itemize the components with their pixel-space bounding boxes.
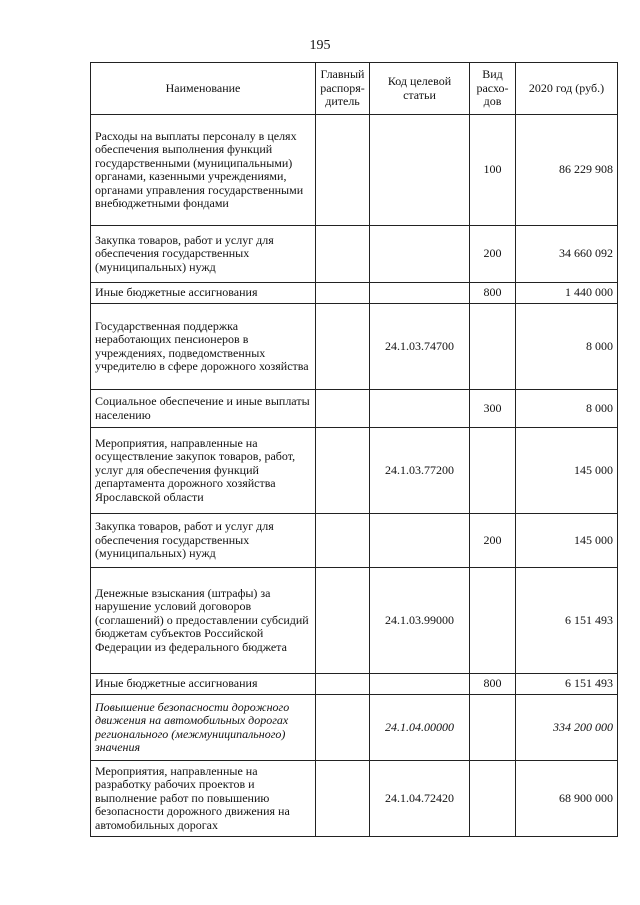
page-number: 195	[309, 38, 331, 53]
cell-sum: 1 440 000	[516, 283, 618, 304]
cell-glav	[316, 568, 370, 674]
cell-vid	[470, 761, 516, 837]
cell-name: Закупка товаров, работ и услуг для обеспечения государственных (муниципальных) нужд	[91, 226, 316, 283]
cell-name: Расходы на выплаты персоналу в целях обеспечения выполнения функций государственными (муниципальными) органами, казенными учреждениями, органами управления государственными внебюджетными фондами	[91, 115, 316, 226]
cell-vid: 200	[470, 226, 516, 283]
table-row	[91, 428, 618, 514]
cell-kod	[370, 514, 470, 568]
cell-vid: 300	[470, 390, 516, 428]
cell-name: Повышение безопасности дорожного движения на автомобильных дорогах регионального (межмуниципального) значения	[91, 695, 316, 761]
cell-vid	[470, 695, 516, 761]
cell-sum: 8 000	[516, 304, 618, 390]
cell-name: Социальное обеспечение и иные выплаты населению	[91, 390, 316, 428]
table-row	[91, 695, 618, 761]
cell-vid	[470, 428, 516, 514]
cell-vid	[470, 568, 516, 674]
cell-name: Денежные взыскания (штрафы) за нарушение условий договоров (соглашений) о предоставлении субсидий бюджетам субъектов Российской Федерации из федерального бюджета	[91, 568, 316, 674]
cell-sum: 86 229 908	[516, 115, 618, 226]
cell-kod	[370, 674, 470, 695]
cell-kod: 24.1.03.99000	[370, 568, 470, 674]
cell-glav	[316, 390, 370, 428]
cell-sum: 6 151 493	[516, 674, 618, 695]
cell-name: Иные бюджетные ассигнования	[91, 283, 316, 304]
cell-kod	[370, 226, 470, 283]
cell-vid: 800	[470, 283, 516, 304]
cell-glav	[316, 428, 370, 514]
table-row	[91, 514, 618, 568]
cell-glav	[316, 115, 370, 226]
table-row	[91, 283, 618, 304]
cell-kod	[370, 115, 470, 226]
cell-vid: 800	[470, 674, 516, 695]
cell-glav	[316, 226, 370, 283]
cell-sum: 145 000	[516, 514, 618, 568]
cell-glav	[316, 304, 370, 390]
cell-name: Государственная поддержка неработающих пенсионеров в учреждениях, подведомственных учредителю в сфере дорожного хозяйства	[91, 304, 316, 390]
cell-glav	[316, 514, 370, 568]
cell-glav	[316, 283, 370, 304]
cell-kod: 24.1.04.72420	[370, 761, 470, 837]
cell-vid: 200	[470, 514, 516, 568]
cell-name: Иные бюджетные ассигнования	[91, 674, 316, 695]
cell-glav	[316, 761, 370, 837]
table-row	[91, 304, 618, 390]
header-sum: 2020 год (руб.)	[516, 63, 618, 115]
cell-vid	[470, 304, 516, 390]
table-row	[91, 390, 618, 428]
table-row	[91, 568, 618, 674]
cell-sum: 334 200 000	[516, 695, 618, 761]
table-body	[91, 115, 618, 837]
cell-name: Мероприятия, направленные на разработку рабочих проектов и выполнение работ по повышению безопасности дорожного движения на автомобильных дорогах	[91, 761, 316, 837]
cell-sum: 34 660 092	[516, 226, 618, 283]
table-header-row	[91, 63, 618, 115]
budget-table	[90, 62, 618, 837]
cell-kod: 24.1.04.00000	[370, 695, 470, 761]
cell-sum: 6 151 493	[516, 568, 618, 674]
cell-kod: 24.1.03.77200	[370, 428, 470, 514]
table-row	[91, 761, 618, 837]
header-name: Наименование	[91, 63, 316, 115]
cell-vid: 100	[470, 115, 516, 226]
cell-glav	[316, 674, 370, 695]
cell-sum: 8 000	[516, 390, 618, 428]
cell-sum: 68 900 000	[516, 761, 618, 837]
cell-glav	[316, 695, 370, 761]
cell-kod	[370, 390, 470, 428]
cell-sum: 145 000	[516, 428, 618, 514]
cell-kod: 24.1.03.74700	[370, 304, 470, 390]
table-row	[91, 674, 618, 695]
header-kod: Код целевой статьи	[370, 63, 470, 115]
cell-kod	[370, 283, 470, 304]
header-vid: Вид расхо-дов	[470, 63, 516, 115]
header-glav: Главный распоря-дитель	[316, 63, 370, 115]
cell-name: Закупка товаров, работ и услуг для обеспечения государственных (муниципальных) нужд	[91, 514, 316, 568]
cell-name: Мероприятия, направленные на осуществление закупок товаров, работ, услуг для обеспечения функций департамента дорожного хозяйства Ярославской области	[91, 428, 316, 514]
table-row	[91, 226, 618, 283]
table-row	[91, 115, 618, 226]
